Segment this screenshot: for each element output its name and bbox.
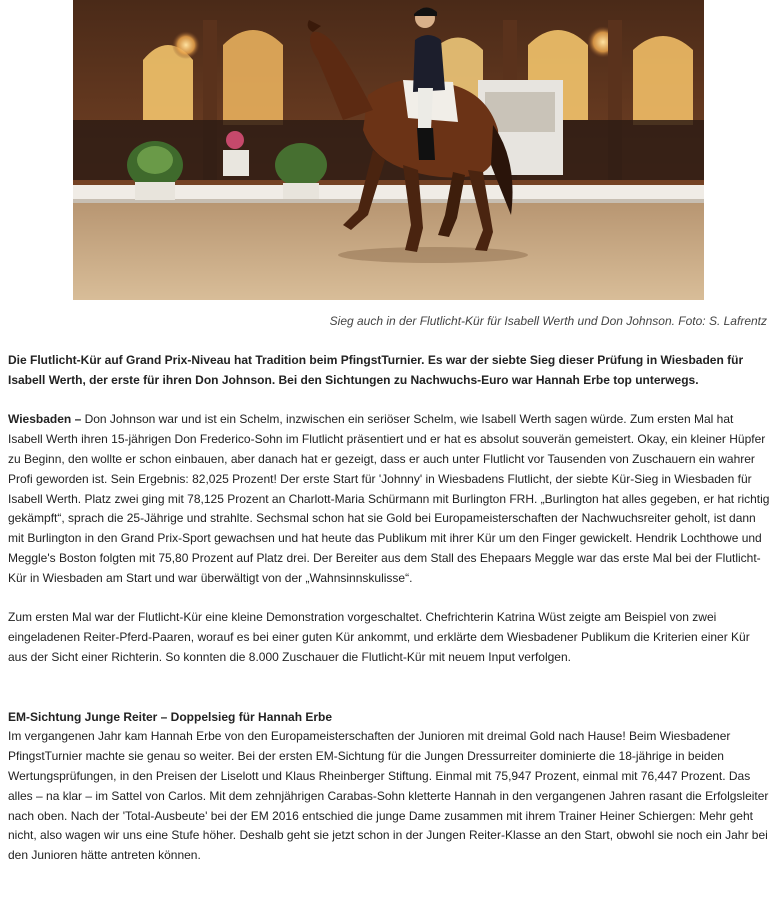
paragraph-wiesbaden: [8, 410, 770, 588]
section-em-sichtung: [8, 708, 770, 866]
article-body: [8, 351, 770, 886]
paragraph-wiesbaden-text: Don Johnson war und ist ein Schelm, inzwischen ein seriöser Schelm, wie Isabell Werth sagen würde. Zum ersten Mal hat Isabell Werth ihren 15-jährigen Don Frederico-Sohn im Flutlicht präsentiert und er hat es absolut souverän gemeistert. Okay, ein kleiner Hüpfer zu Beginn, den wollte er schon einbauen, aber danach hat er gezeigt, dass er auch unter Flutlicht vor Tausenden von Zuschauern ein wahrer Profi geworden ist. Sein Ergebnis: 82,025 Prozent! Der erste Start für 'Johnny' in Wiesbadens Flutlicht, der siebte Kür-Sieg in Wiesbaden für Isabell Werth. Platz zwei ging mit 78,125 Prozent an Charlott-Maria Schürmann mit Burlington FRH. „Burlington hat alles gegeben, er hat richtig gekämpft“, sprach die 25-Jährige und strahlte. Sechsmal schon hat sie Gold bei Europameisterschaften der Nachwuchsreiter geholt, ist dann mit Burlington in den Grand Prix-Sport gewachsen und hat heute das Publikum mit ihrer Kür um den Finger gewickelt. Hendrik Lochthowe und Meggle's Boston folgten mit 75,80 Prozent auf Platz drei. Der Bereiter aus dem Stall des Ehepaars Meggle war das erste Mal bei der Flutlicht-Kür in Wiesbaden am Start und war überwältigt von der „Wahnsinnskulisse“.: [8, 412, 770, 585]
section-heading: EM-Sichtung Junge Reiter – Doppelsieg für Hannah Erbe: [8, 709, 333, 724]
article-photo: [73, 0, 704, 300]
dateline: Wiesbaden –: [8, 412, 82, 427]
paragraph-demonstration: Zum ersten Mal war der Flutlicht-Kür eine kleine Demonstration vorgeschaltet. Chefrichterin Katrina Wüst zeigte am Beispiel von zwei eingeladenen Reiter-Pferd-Paaren, worauf es bei einer guten Kür ankommt, und erklärte dem Wiesbadener Publikum die Kriterien einer Kür aus der Sicht einer Richterin. So konnten die 8.000 Zuschauer die Flutlicht-Kür mit neuem Input verfolgen.: [8, 610, 750, 664]
section-em-sichtung-text: Im vergangenen Jahr kam Hannah Erbe von den Europameisterschaften der Junioren mit dreimal Gold nach Hause! Beim Wiesbadener PfingstTurnier machte sie genau so weiter. Bei der ersten EM-Sichtung für die Jungen Dressurreiter dominierte die 18-jährige in beiden Wertungsprüfungen, in den Preisen der Liselott und Klaus Rheinberger Stiftung. Einmal mit 75,947 Prozent, einmal mit 76,447 Prozent. Das alles – na klar – im Sattel von Carlos. Mit dem zehnjährigen Carabas-Sohn kletterte Hannah in den vergangenen Jahren rasant die Erfolgsleiter nach oben. Nach der 'Total-Ausbeute' bei der EM 2016 entschied die junge Dame zusammen mit ihrem Trainer Heiner Schiergen: Mehr geht nicht, also wagen wir uns eine Stufe höher. Deshalb geht sie jetzt schon in der Jungen Reiter-Klasse an den Start, obwohl sie noch ein Jahr bei den Junioren hätte antreten können.: [8, 729, 769, 863]
photo-caption: Sieg auch in der Flutlicht-Kür für Isabell Werth und Don Johnson. Foto: S. Lafrentz: [329, 314, 767, 328]
dressage-photo-illustration: [73, 0, 704, 300]
article-lead: Die Flutlicht-Kür auf Grand Prix-Niveau hat Tradition beim PfingstTurnier. Es war der siebte Sieg dieser Prüfung in Wiesbaden für Isabell Werth, der erste für ihren Don Johnson. Bei den Sichtungen zu Nachwuchs-Euro war Hannah Erbe top unterwegs.: [8, 353, 744, 387]
section-spacer: [8, 688, 770, 708]
